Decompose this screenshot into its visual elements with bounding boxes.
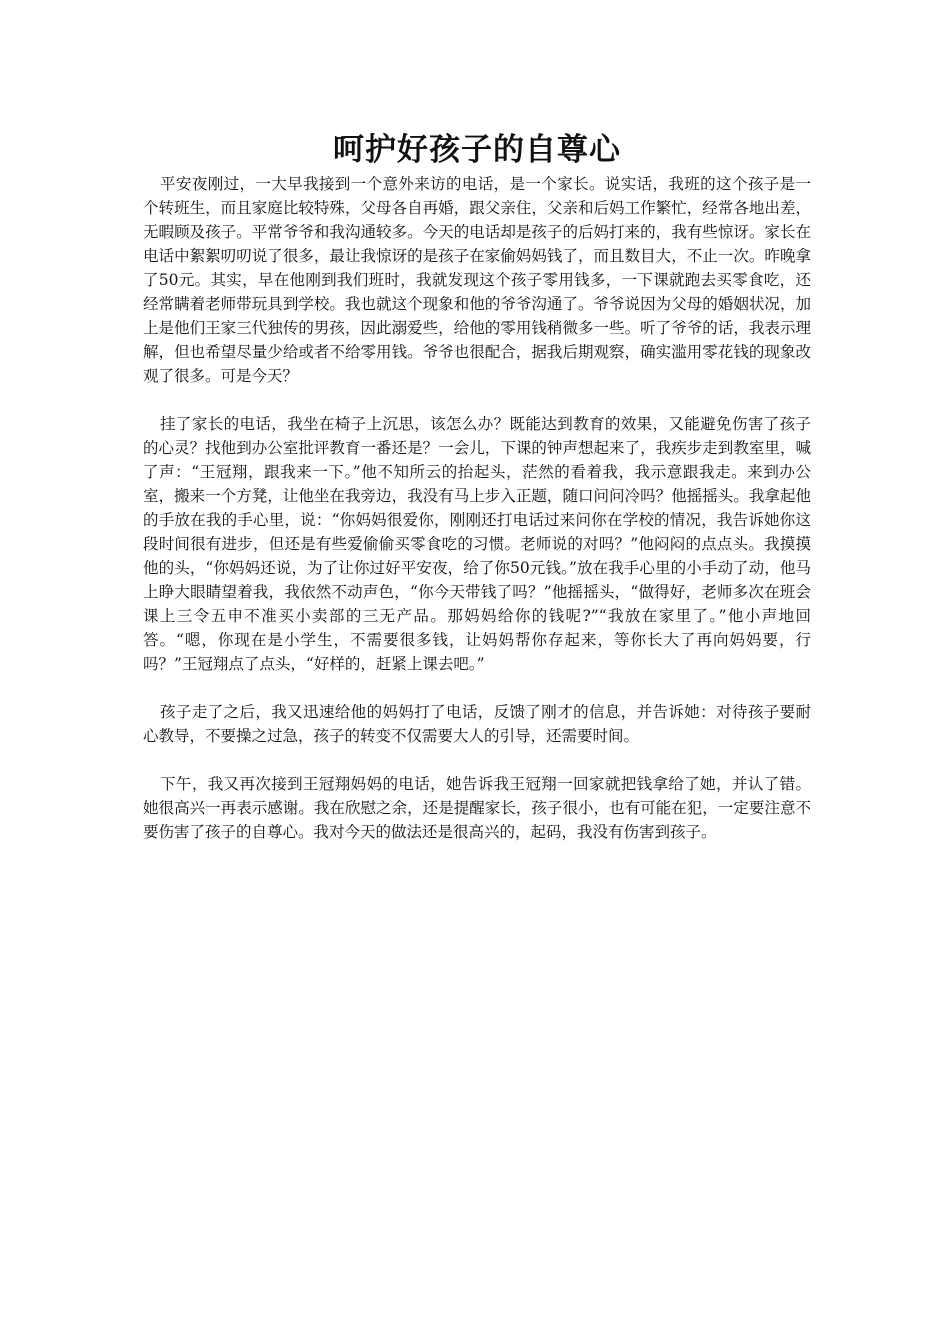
document-body — [143, 128, 811, 868]
paragraph-3: 孩子走了之后，我又迅速给他的妈妈打了电话，反馈了刚才的信息，并告诉她：对待孩子要耐心教导，不要操之过急，孩子的转变不仅需要大人的引导，还需要时间。 — [143, 703, 811, 745]
paragraph-4: 下午，我又再次接到王冠翔妈妈的电话，她告诉我王冠翔一回家就把钱拿给了她，并认了错。她很高兴一再表示感谢。我在欣慰之余，还是提醒家长，孩子很小，也有可能在犯，一定要注意不要伤害了孩子的自尊心。我对今天的做法还是很高兴的，起码，我没有伤害到孩子。 — [143, 775, 811, 841]
paragraph-1: 平安夜刚过，一大早我接到一个意外来访的电话，是一个家长。说实话，我班的这个孩子是一个转班生，而且家庭比较特殊，父母各自再婚，跟父亲住，父亲和后妈工作繁忙，经常各地出差，无暇顾及孩子。平常爷爷和我沟通较多。今天的电话却是孩子的后妈打来的，我有些惊讶。家长在电话中絮絮叨叨说了很多，最让我惊讶的是孩子在家偷妈妈钱了，而且数目大，不止一次。昨晚拿了50元。其实，早在他刚到我们班时，我就发现这个孩子零用钱多，一下课就跑去买零食吃，还经常瞒着老师带玩具到学校。我也就这个现象和他的爷爷沟通了。爷爷说因为父母的婚姻状况，加上是他们王家三代独传的男孩，因此溺爱些，给他的零用钱稍微多一些。听了爷爷的话，我表示理解，但也希望尽量少给或者不给零用钱。爷爷也很配合，据我后期观察，确实滥用零花钱的现象改观了很多。可是今天？ — [143, 175, 811, 385]
paragraph-2: 挂了家长的电话，我坐在椅子上沉思，该怎么办？既能达到教育的效果，又能避免伤害了孩子的心灵？找他到办公室批评教育一番还是？一会儿，下课的钟声想起来了，我疾步走到教室里，喊了声：“王冠翔，跟我来一下。”他不知所云的抬起头，茫然的看着我，我示意跟我走。来到办公室，搬来一个方凳，让他坐在我旁边，我没有马上步入正题，随口问问冷吗？他摇摇头。我拿起他的手放在我的手心里，说：“你妈妈很爱你，刚刚还打电话过来问你在学校的情况，我告诉她你这段时间很有进步，但还是有些爱偷偷买零食吃的习惯。老师说的对吗？”他闷闷的点点头。我摸摸他的头，“你妈妈还说，为了让你过好平安夜，给了你50元钱。”放在我手心里的小手动了动，他马上睁大眼睛望着我，我依然不动声色，“你今天带钱了吗？”他摇摇头，“做得好，老师多次在班会课上三令五申不准买小卖部的三无产品。那妈妈给你的钱呢?”“我放在家里了。”他小声地回答。“嗯，你现在是小学生，不需要很多钱，让妈妈帮你存起来，等你长大了再向妈妈要，行吗？”王冠翔点了点头，“好样的，赶紧上课去吧。” — [143, 415, 811, 673]
document-title: 呵护好孩子的自尊心 — [333, 132, 621, 168]
